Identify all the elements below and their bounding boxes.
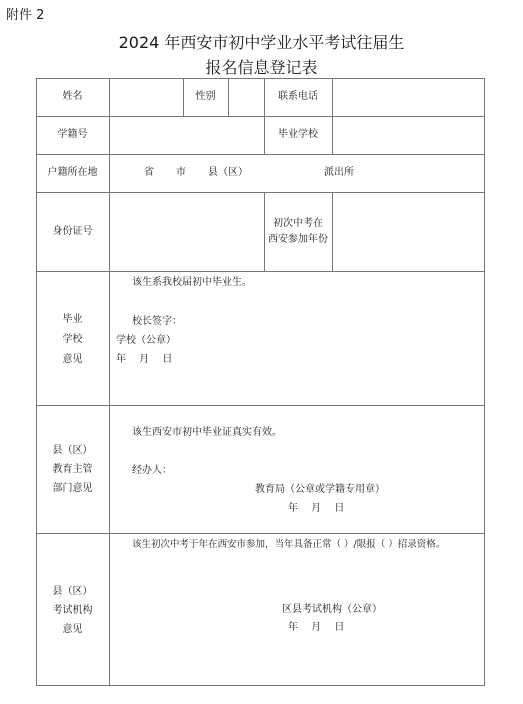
school-opinion-label-3: 意见 [62, 354, 83, 365]
edu-date: 年 月 日 [288, 503, 345, 514]
grid-line [36, 78, 485, 79]
first-exam-year-label-2: 西安参加年份 [268, 234, 328, 245]
first-exam-year-label-1: 初次中考在 [273, 218, 323, 229]
edu-handler: 经办人： [132, 465, 172, 476]
grid-line [264, 192, 265, 271]
edu-statement: 该生西安市初中毕业证真实有效。 [132, 427, 282, 438]
exam-org-label-2: 考试机构 [52, 605, 93, 616]
grid-line [36, 116, 485, 117]
exam-statement: 该生初次中考于年在西安市参加，当年具备正常（ ）/限报（ ）招录资格。 [132, 539, 446, 550]
grid-line [36, 154, 485, 155]
county-text: 县（区） [208, 167, 248, 178]
gender-field[interactable] [229, 80, 264, 114]
principal-signature: 校长签字： [132, 316, 182, 327]
edu-seal: 教育局（公章或学籍专用章） [255, 484, 385, 495]
grid-line [36, 405, 485, 406]
student-id-label: 学籍号 [57, 129, 88, 140]
id-number-label: 身份证号 [52, 226, 93, 237]
exam-org-label-3: 意见 [62, 624, 83, 635]
grid-line [484, 78, 485, 686]
school-opinion-label-1: 毕业 [62, 314, 83, 325]
edu-dept-label-3: 部门意见 [52, 483, 93, 494]
form-title: 2024 年西安市初中学业水平考试往届生 [118, 33, 405, 52]
id-number-field[interactable] [110, 194, 264, 270]
form-subtitle: 报名信息登记表 [205, 58, 318, 77]
grad-school-label: 毕业学校 [278, 129, 318, 140]
grid-line [36, 192, 485, 193]
gender-label: 性别 [195, 91, 216, 102]
police-station-text: 派出所 [324, 167, 354, 178]
student-id-field[interactable] [110, 118, 264, 152]
name-label: 姓名 [62, 91, 83, 102]
name-field[interactable] [110, 80, 183, 114]
exam-seal: 区县考试机构（公章） [282, 604, 382, 615]
first-exam-year-field[interactable] [333, 194, 484, 270]
school-opinion-label-2: 学校 [62, 334, 83, 345]
household-label: 户籍所在地 [47, 167, 98, 178]
edu-dept-label-1: 县（区） [52, 445, 93, 456]
attachment-label: 附件 2 [6, 8, 45, 23]
grid-line [36, 271, 485, 272]
province-text: 省 [144, 167, 154, 178]
grid-line [36, 533, 485, 534]
city-text: 市 [176, 167, 186, 178]
exam-org-label-1: 县（区） [52, 586, 93, 597]
school-statement: 该生系我校届初中毕业生。 [132, 277, 252, 288]
school-date: 年 月 日 [116, 354, 173, 365]
grad-school-field[interactable] [333, 118, 484, 152]
school-seal: 学校（公章） [116, 335, 176, 346]
exam-date: 年 月 日 [288, 622, 345, 633]
grid-line [109, 78, 110, 686]
grid-line [36, 685, 485, 686]
edu-dept-label-2: 教育主管 [52, 464, 93, 475]
phone-label: 联系电话 [278, 91, 318, 102]
phone-field[interactable] [333, 80, 484, 114]
